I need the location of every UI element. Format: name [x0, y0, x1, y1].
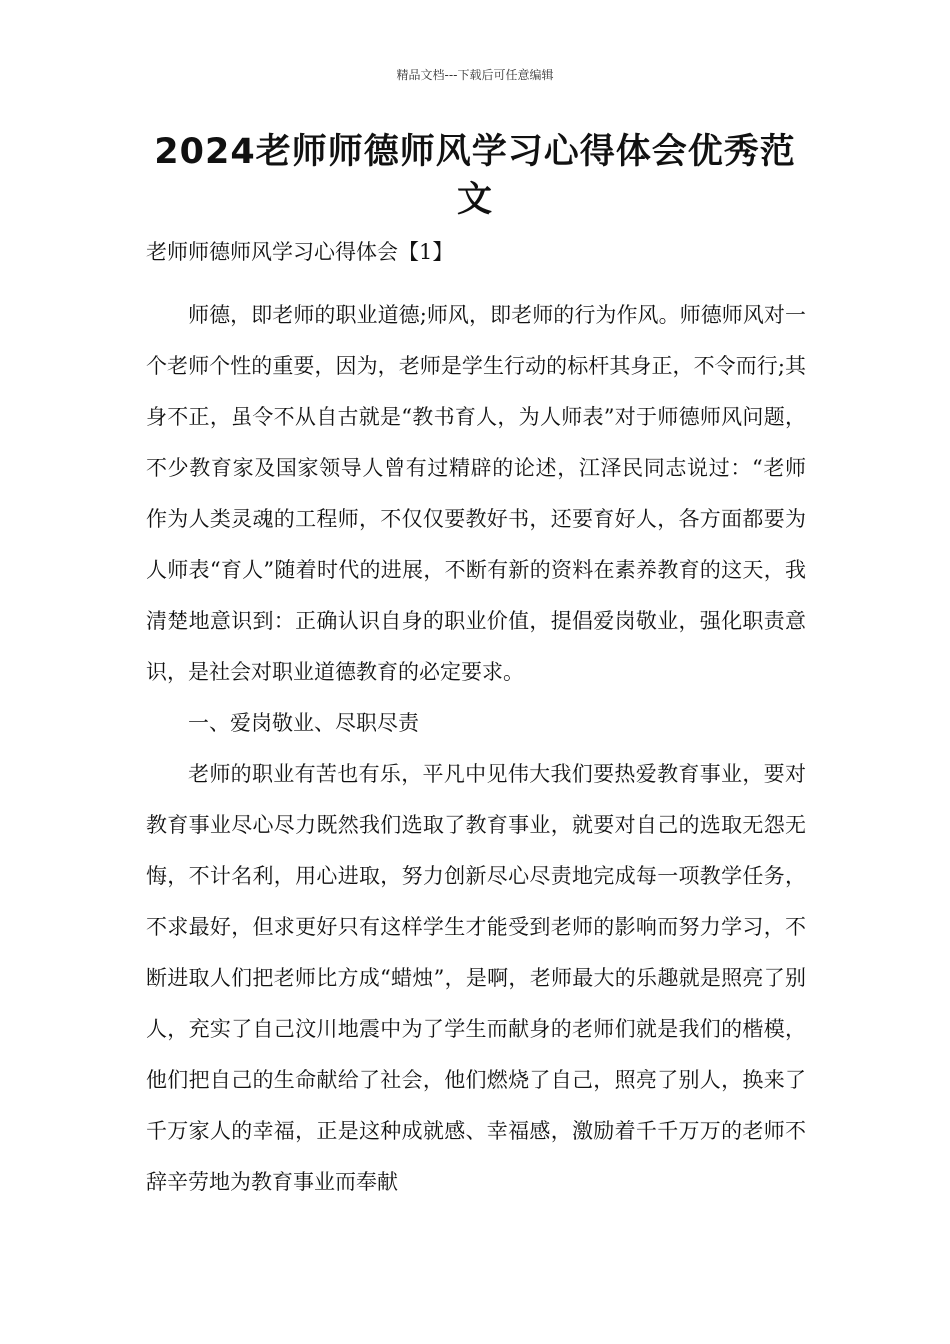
document-title: 2024老师师德师风学习心得体会优秀范文: [154, 132, 796, 220]
section-heading: 老师师德师风学习心得体会【1】: [146, 240, 454, 264]
header-note: 精品文档---下载后可任意编辑: [396, 68, 554, 82]
subheading-dedication: 一、爱岗敬业、尽职尽责: [188, 711, 419, 735]
paragraph-dedication: 老师的职业有苦也有乐，平凡中见伟大我们要热爱教育事业，要对教育事业尽心尽力既然我们选取了教育事业，就要对自己的选取无怨无悔，不计名利，用心进取，努力创新尽心尽责地完成每一项教学任务，不求最好，但求更好只有这样学生才能受到老师的影响而努力学习，不断进取人们把老师比方成“蜡烛”，是啊，老师最大的乐趣就是照亮了别人，充实了自己汶川地震中为了学生而献身的老师们就是我们的楷模，他们把自己的生命献给了社会，他们燃烧了自己，照亮了别人，换来了千万家人的幸福，正是这种成就感、幸福感，激励着千千万万的老师不辞辛劳地为教育事业而奉献: [146, 762, 806, 1194]
document-body: [146, 232, 806, 1208]
paragraph-intro: 师德，即老师的职业道德;师风，即老师的行为作风。师德师风对一个老师个性的重要，因为，老师是学生行动的标杆其身正，不令而行;其身不正，虽令不从自古就是“教书育人，为人师表”对于师德师风问题，不少教育家及国家领导人曾有过精辟的论述，江泽民同志说过：“老师作为人类灵魂的工程师，不仅仅要教好书，还要育好人，各方面都要为人师表“育人”随着时代的进展，不断有新的资料在素养教育的这天，我清楚地意识到：正确认识自身的职业价值，提倡爱岗敬业，强化职责意识，是社会对职业道德教育的必定要求。: [146, 303, 806, 684]
